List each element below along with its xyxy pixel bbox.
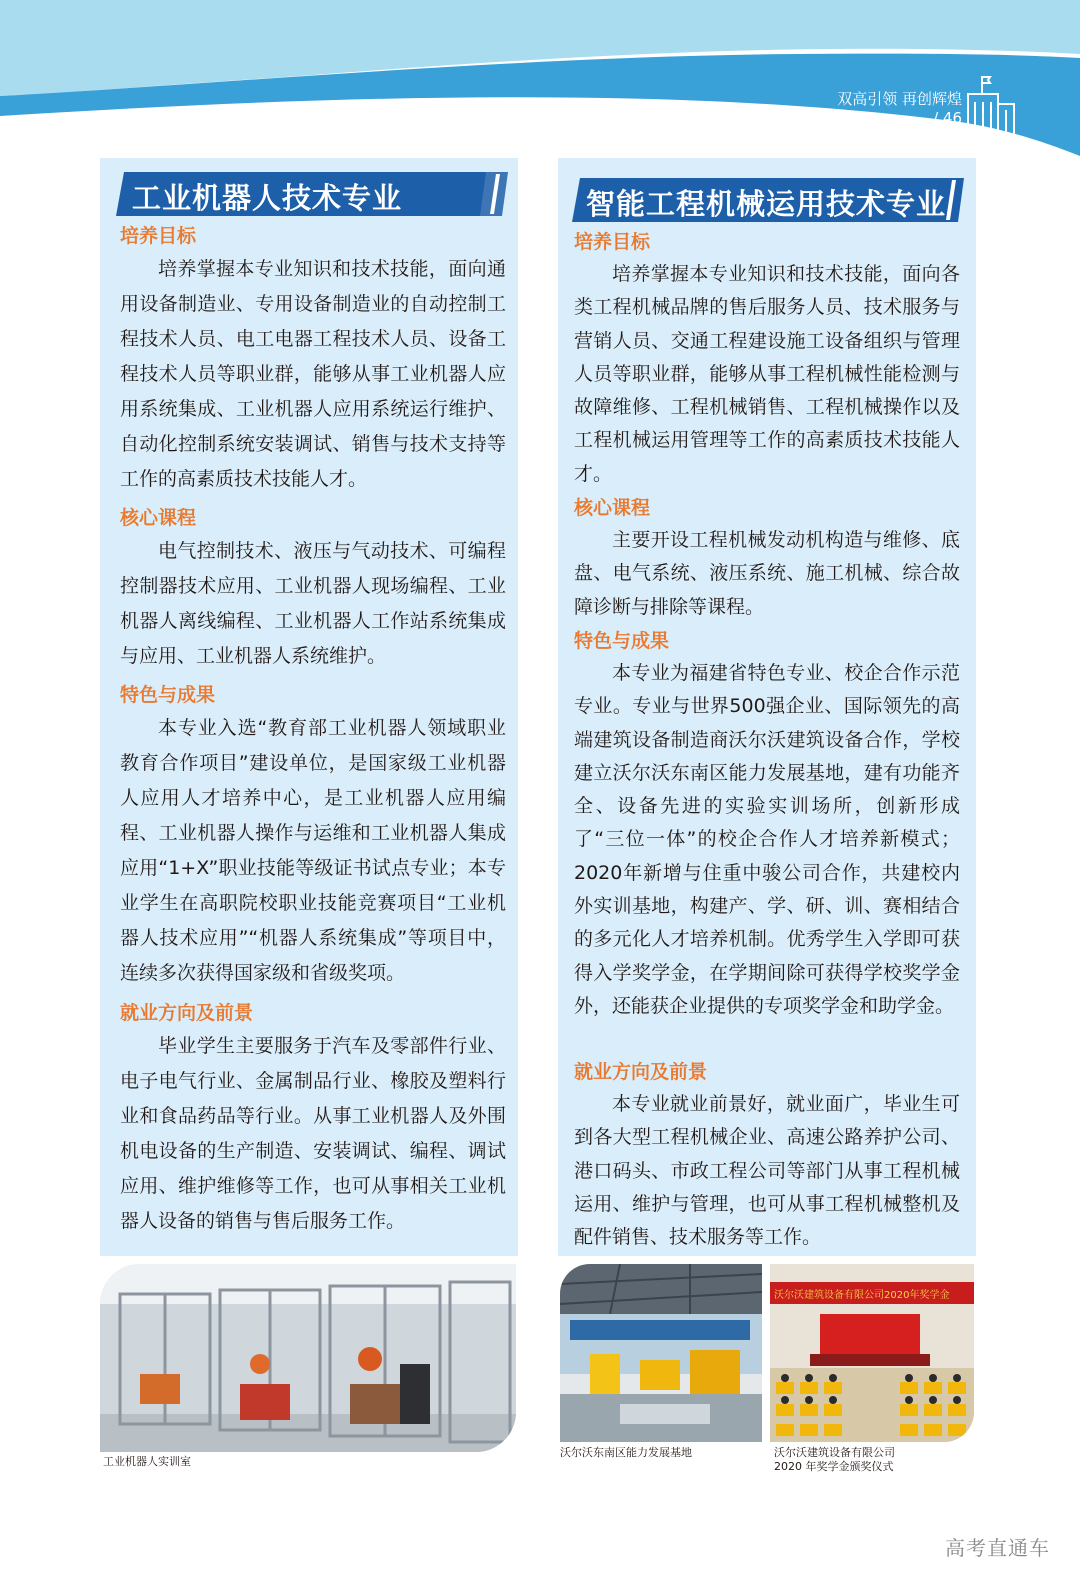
section-text: 毕业学生主要服务于汽车及零部件行业、电子电气行业、金属制品行业、橡胶及塑料行业和食品药品等行业。从事工业机器人及外围机电设备的生产制造、安装调试、编程、调试应用、维护维修等工作，也可从事相关工业机器人设备的销售与售后服务工作。: [120, 1035, 506, 1232]
left-section-courses: [120, 504, 506, 674]
section-text: 本专业为福建省特色专业、校企合作示范专业。专业与世界500强企业、国际领先的高端建筑设备制造商沃尔沃建筑设备合作，学校建立沃尔沃东南区能力发展基地，建有功能齐全、设备先进的实验实训场所，创新形成了“三位一体”的校企合作人才培养新模式；2020年新增与住重中骏公司合作，共建校内外实训基地，构建产、学、研、训、赛相结合的多元化人才培养机制。优秀学生入学即可获得入学奖学金，在学期间除可获得学校奖学金外，还能获企业提供的专项奖学金和助学金。: [574, 662, 960, 1017]
section-heading: 特色与成果: [574, 630, 670, 652]
ceremony-caption-line2: 2020 年奖学金颁奖仪式: [774, 1460, 894, 1473]
right-section-courses: [574, 494, 960, 624]
section-heading: 特色与成果: [120, 684, 216, 706]
left-section-features: [120, 681, 506, 991]
section-heading: 就业方向及前景: [120, 1002, 254, 1024]
right-section-goal: [574, 228, 960, 491]
page-number: / 46: [933, 109, 962, 127]
right-section-employment: [574, 1058, 960, 1254]
ceremony-caption-line1: 沃尔沃建筑设备有限公司: [774, 1446, 895, 1459]
left-section-goal: [120, 222, 506, 497]
robot-lab-image: [100, 1264, 516, 1452]
left-title-bar: [116, 172, 508, 216]
section-text: 本专业入选“教育部工业机器人领域职业教育合作项目”建设单位，是国家级工业机器人应用人才培养中心，是工业机器人应用编程、工业机器人操作与运维和工业机器人集成应用“1+X”职业技能等级证书试点专业；本专业学生在高职院校职业技能竞赛项目“工业机器人技术应用”“机器人系统集成”等项目中，连续多次获得国家级和省级奖项。: [120, 717, 506, 984]
section-heading: 核心课程: [574, 497, 651, 519]
page-header: [0, 0, 1080, 160]
header-text: [837, 90, 962, 128]
left-title: 工业机器人技术专业: [132, 181, 403, 215]
ceremony-photo: [770, 1264, 974, 1442]
section-text: 培养掌握本专业知识和技术技能，面向通用设备制造业、专用设备制造业的自动控制工程技术人员、电工电器工程技术人员、设备工程技术人员等职业群，能够从事工业机器人应用系统集成、工业机器人应用系统运行维护、自动化控制系统安装调试、销售与技术支持等工作的高素质技术技能人才。: [120, 258, 506, 490]
building-icon: [964, 74, 1018, 146]
right-column: [558, 158, 976, 1256]
right-section-features: [574, 627, 960, 1023]
right-title: 智能工程机械运用技术专业: [586, 187, 947, 221]
section-text: 本专业就业前景好，就业面广，毕业生可到各大型工程机械企业、高速公路养护公司、港口码头、市政工程公司等部门从事工程机械运用、维护与管理，也可从事工程机械整机及配件销售、技术服务等工作。: [574, 1093, 960, 1249]
section-heading: 培养目标: [574, 231, 651, 253]
ceremony-image: [770, 1264, 974, 1442]
robot-lab-photo: [100, 1264, 516, 1452]
section-text: 主要开设工程机械发动机构造与维修、底盘、电气系统、液压系统、施工机械、综合故障诊断与排除等课程。: [574, 529, 960, 618]
section-heading: 核心课程: [120, 507, 197, 529]
watermark: 高考直通车: [945, 1536, 1050, 1560]
ceremony-caption: [774, 1446, 895, 1474]
right-title-bar: [572, 178, 964, 222]
left-section-employment: [120, 999, 506, 1239]
section-heading: 就业方向及前景: [574, 1061, 708, 1083]
section-text: 电气控制技术、液压与气动技术、可编程控制器技术应用、工业机器人现场编程、工业机器人离线编程、工业机器人工作站系统集成与应用、工业机器人系统维护。: [120, 540, 506, 667]
robot-lab-caption: 工业机器人实训室: [103, 1455, 191, 1468]
volvo-base-image: [560, 1264, 762, 1442]
header-wave: [0, 0, 1080, 160]
header-slogan: 双高引领 再创辉煌: [837, 90, 962, 108]
section-heading: 培养目标: [120, 225, 197, 247]
volvo-base-caption: 沃尔沃东南区能力发展基地: [560, 1446, 692, 1459]
section-text: 培养掌握本专业知识和技术技能，面向各类工程机械品牌的售后服务人员、技术服务与营销人员、交通工程建设施工设备组织与管理人员等职业群，能够从事工程机械性能检测与故障维修、工程机械销售、工程机械操作以及工程机械运用管理等工作的高素质技术技能人才。: [574, 263, 960, 485]
left-column: [100, 158, 518, 1256]
volvo-base-photo: [560, 1264, 762, 1442]
ceremony-banner-text: 沃尔沃建筑设备有限公司2020年奖学金: [774, 1290, 950, 1301]
